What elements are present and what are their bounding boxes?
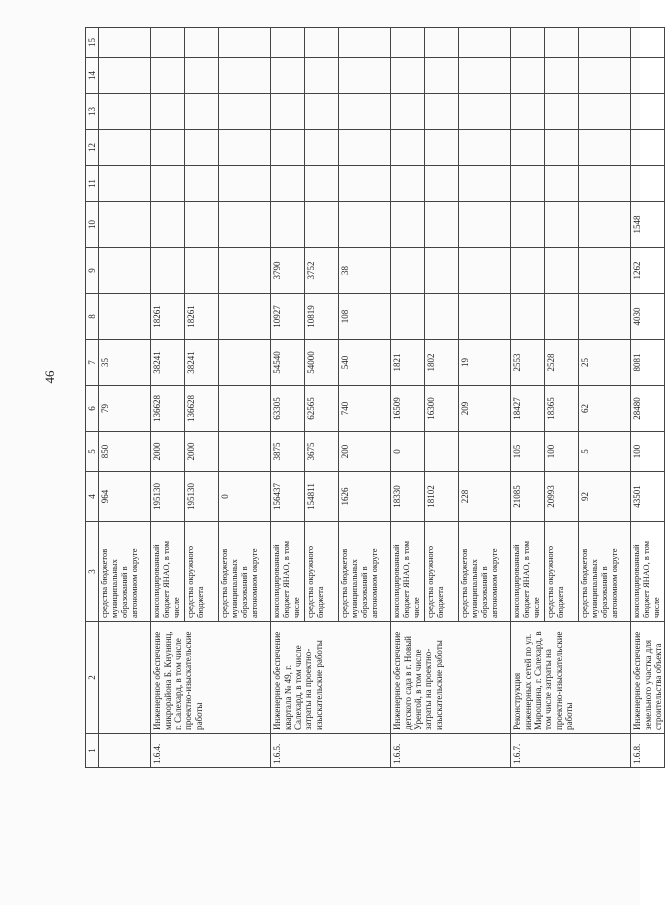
value-cell: 18427 xyxy=(511,386,545,432)
funding-source: средства окружного бюджета xyxy=(425,522,459,622)
funding-source: консолидированный бюджет ЯНАО, в том числе xyxy=(151,522,185,622)
value-cell xyxy=(185,94,219,130)
value-cell xyxy=(99,248,151,294)
value-cell xyxy=(391,94,425,130)
value-cell: 2000 xyxy=(185,432,219,472)
value-cell xyxy=(339,130,391,166)
value-cell: 38241 xyxy=(151,340,185,386)
value-cell xyxy=(511,202,545,248)
header-row xyxy=(86,28,99,768)
value-cell xyxy=(459,28,511,58)
value-cell xyxy=(459,130,511,166)
item-code: 1.6.4. xyxy=(151,734,271,768)
value-cell xyxy=(511,248,545,294)
value-cell: 3790 xyxy=(271,248,305,294)
table-row xyxy=(151,28,185,768)
value-cell xyxy=(151,94,185,130)
value-cell xyxy=(185,58,219,94)
budget-table xyxy=(85,27,665,768)
value-cell xyxy=(579,28,631,58)
value-cell: 195130 xyxy=(185,472,219,522)
value-cell: 19 xyxy=(459,340,511,386)
column-header: 12 xyxy=(86,130,99,166)
value-cell xyxy=(631,130,665,166)
value-cell: 1802 xyxy=(425,340,459,386)
funding-source: средства бюджетов муниципальных образований в автономном округе xyxy=(459,522,511,622)
value-cell: 154811 xyxy=(305,472,339,522)
value-cell: 200 xyxy=(339,432,391,472)
value-cell xyxy=(545,28,579,58)
value-cell xyxy=(511,94,545,130)
value-cell xyxy=(271,130,305,166)
value-cell xyxy=(511,166,545,202)
column-header: 3 xyxy=(86,522,99,622)
value-cell: 209 xyxy=(459,386,511,432)
value-cell xyxy=(579,94,631,130)
value-cell xyxy=(219,94,271,130)
value-cell: 10819 xyxy=(305,294,339,340)
value-cell: 540 xyxy=(339,340,391,386)
value-cell xyxy=(425,166,459,202)
value-cell xyxy=(391,202,425,248)
item-name xyxy=(99,622,151,734)
value-cell: 21085 xyxy=(511,472,545,522)
item-name: Инженерное обеспечение детского сада в г. Новый Уренгой, в том числе затраты на проектно-изыскательские работы xyxy=(391,622,511,734)
table-row xyxy=(391,28,425,768)
funding-source: средства бюджетов муниципальных образований в автономном округе xyxy=(339,522,391,622)
value-cell xyxy=(579,294,631,340)
funding-source: средства бюджетов муниципальных образований в автономном округе xyxy=(219,522,271,622)
table-row xyxy=(271,28,305,768)
value-cell: 1262 xyxy=(631,248,665,294)
value-cell xyxy=(339,94,391,130)
value-cell: 43501 xyxy=(631,472,665,522)
value-cell xyxy=(219,294,271,340)
value-cell: 3875 xyxy=(271,432,305,472)
column-header: 11 xyxy=(86,166,99,202)
funding-source: средства окружного бюджета xyxy=(185,522,219,622)
value-cell xyxy=(151,28,185,58)
value-cell xyxy=(511,28,545,58)
value-cell xyxy=(631,94,665,130)
value-cell xyxy=(219,248,271,294)
value-cell: 4030 xyxy=(631,294,665,340)
value-cell: 18365 xyxy=(545,386,579,432)
value-cell: 156437 xyxy=(271,472,305,522)
value-cell xyxy=(151,202,185,248)
value-cell xyxy=(185,130,219,166)
value-cell: 92 xyxy=(579,472,631,522)
value-cell xyxy=(305,130,339,166)
value-cell: 54540 xyxy=(271,340,305,386)
item-name: Инженерное обеспечение микрорайона Б. Кнунянц, г. Салехард, в том числе проектно-изыскательские работы xyxy=(151,622,271,734)
item-name: Инженерное обеспечение земельного участка для строительства объекта xyxy=(631,622,665,734)
value-cell xyxy=(271,202,305,248)
table-row xyxy=(631,28,665,768)
value-cell: 740 xyxy=(339,386,391,432)
value-cell: 54000 xyxy=(305,340,339,386)
column-header: 9 xyxy=(86,248,99,294)
value-cell xyxy=(425,294,459,340)
value-cell: 3752 xyxy=(305,248,339,294)
value-cell xyxy=(305,202,339,248)
value-cell xyxy=(339,58,391,94)
value-cell: 8081 xyxy=(631,340,665,386)
value-cell xyxy=(459,432,511,472)
value-cell xyxy=(271,28,305,58)
column-header: 5 xyxy=(86,432,99,472)
column-header: 1 xyxy=(86,734,99,768)
value-cell xyxy=(339,202,391,248)
value-cell xyxy=(391,28,425,58)
funding-source: средства окружного бюджета xyxy=(545,522,579,622)
value-cell xyxy=(99,166,151,202)
column-header: 4 xyxy=(86,472,99,522)
rotated-table-wrapper xyxy=(85,28,664,768)
value-cell: 25 xyxy=(579,340,631,386)
value-cell xyxy=(545,202,579,248)
value-cell xyxy=(631,28,665,58)
value-cell xyxy=(459,94,511,130)
value-cell: 0 xyxy=(219,472,271,522)
value-cell xyxy=(545,294,579,340)
value-cell xyxy=(99,294,151,340)
value-cell xyxy=(545,166,579,202)
value-cell xyxy=(425,202,459,248)
value-cell: 195130 xyxy=(151,472,185,522)
value-cell xyxy=(459,294,511,340)
value-cell: 18261 xyxy=(185,294,219,340)
value-cell xyxy=(579,58,631,94)
column-header: 10 xyxy=(86,202,99,248)
item-code: 1.6.8. xyxy=(631,734,665,768)
value-cell xyxy=(425,130,459,166)
funding-source: средства бюджетов муниципальных образований в автономном округе xyxy=(579,522,631,622)
item-code: 1.6.6. xyxy=(391,734,511,768)
value-cell xyxy=(391,294,425,340)
value-cell: 38 xyxy=(339,248,391,294)
value-cell xyxy=(219,28,271,58)
value-cell xyxy=(151,58,185,94)
value-cell: 38241 xyxy=(185,340,219,386)
column-header: 6 xyxy=(86,386,99,432)
value-cell: 20993 xyxy=(545,472,579,522)
value-cell: 2528 xyxy=(545,340,579,386)
value-cell xyxy=(99,58,151,94)
value-cell xyxy=(151,248,185,294)
value-cell xyxy=(511,58,545,94)
value-cell xyxy=(339,166,391,202)
value-cell xyxy=(459,166,511,202)
value-cell: 10927 xyxy=(271,294,305,340)
value-cell xyxy=(631,58,665,94)
value-cell: 62565 xyxy=(305,386,339,432)
item-code: 1.6.7. xyxy=(511,734,631,768)
value-cell: 850 xyxy=(99,432,151,472)
value-cell xyxy=(151,130,185,166)
column-header: 14 xyxy=(86,58,99,94)
value-cell xyxy=(459,58,511,94)
funding-source: средства бюджетов муниципальных образований в автономном округе xyxy=(99,522,151,622)
value-cell: 18330 xyxy=(391,472,425,522)
value-cell: 1821 xyxy=(391,340,425,386)
column-header: 13 xyxy=(86,94,99,130)
value-cell xyxy=(99,94,151,130)
table-row xyxy=(511,28,545,768)
funding-source: консолидированный бюджет ЯНАО, в том числе xyxy=(631,522,665,622)
value-cell: 1626 xyxy=(339,472,391,522)
value-cell xyxy=(185,202,219,248)
value-cell: 0 xyxy=(391,432,425,472)
item-code: 1.6.5. xyxy=(271,734,391,768)
value-cell xyxy=(305,58,339,94)
value-cell xyxy=(219,432,271,472)
value-cell xyxy=(185,28,219,58)
value-cell xyxy=(271,166,305,202)
value-cell xyxy=(185,248,219,294)
column-header: 7 xyxy=(86,340,99,386)
value-cell xyxy=(545,94,579,130)
value-cell xyxy=(425,58,459,94)
column-header: 8 xyxy=(86,294,99,340)
value-cell: 79 xyxy=(99,386,151,432)
funding-source: консолидированный бюджет ЯНАО, в том числе xyxy=(271,522,305,622)
value-cell xyxy=(185,166,219,202)
value-cell: 2000 xyxy=(151,432,185,472)
value-cell: 100 xyxy=(631,432,665,472)
value-cell xyxy=(271,58,305,94)
value-cell: 2553 xyxy=(511,340,545,386)
item-name: Инженерное обеспечение квартала № 49, г. Салехард, в том числе затраты на проектно-изыскательские работы xyxy=(271,622,391,734)
value-cell xyxy=(99,28,151,58)
value-cell xyxy=(459,248,511,294)
value-cell: 5 xyxy=(579,432,631,472)
value-cell xyxy=(271,94,305,130)
value-cell xyxy=(219,166,271,202)
value-cell: 136628 xyxy=(151,386,185,432)
value-cell: 16300 xyxy=(425,386,459,432)
item-code xyxy=(99,734,151,768)
funding-source: консолидированный бюджет ЯНАО, в том числе xyxy=(391,522,425,622)
value-cell xyxy=(391,166,425,202)
value-cell: 108 xyxy=(339,294,391,340)
value-cell xyxy=(579,130,631,166)
value-cell xyxy=(425,28,459,58)
value-cell: 100 xyxy=(545,432,579,472)
value-cell xyxy=(425,94,459,130)
value-cell xyxy=(305,94,339,130)
item-name: Реконструкция инженерных сетей по ул. Мирошина, г. Салехард, в том числе затраты на проектно-изыскательские работы xyxy=(511,622,631,734)
value-cell xyxy=(219,340,271,386)
value-cell xyxy=(219,386,271,432)
value-cell xyxy=(219,130,271,166)
value-cell xyxy=(305,166,339,202)
value-cell: 18102 xyxy=(425,472,459,522)
value-cell: 35 xyxy=(99,340,151,386)
value-cell: 62 xyxy=(579,386,631,432)
value-cell xyxy=(99,202,151,248)
value-cell xyxy=(219,58,271,94)
value-cell: 18261 xyxy=(151,294,185,340)
value-cell xyxy=(391,58,425,94)
value-cell: 228 xyxy=(459,472,511,522)
column-header: 2 xyxy=(86,622,99,734)
table-row xyxy=(99,28,151,768)
value-cell: 16509 xyxy=(391,386,425,432)
value-cell xyxy=(631,166,665,202)
value-cell xyxy=(545,130,579,166)
value-cell: 1548 xyxy=(631,202,665,248)
value-cell xyxy=(511,130,545,166)
value-cell xyxy=(391,130,425,166)
value-cell xyxy=(579,166,631,202)
value-cell xyxy=(545,58,579,94)
value-cell xyxy=(425,248,459,294)
value-cell: 63305 xyxy=(271,386,305,432)
value-cell: 136628 xyxy=(185,386,219,432)
value-cell xyxy=(391,248,425,294)
value-cell xyxy=(579,202,631,248)
value-cell: 28480 xyxy=(631,386,665,432)
value-cell xyxy=(339,28,391,58)
funding-source: консолидированный бюджет ЯНАО, в том числе xyxy=(511,522,545,622)
page-number: 46 xyxy=(42,370,57,384)
value-cell xyxy=(545,248,579,294)
value-cell xyxy=(219,202,271,248)
value-cell xyxy=(579,248,631,294)
value-cell: 964 xyxy=(99,472,151,522)
value-cell xyxy=(99,130,151,166)
value-cell xyxy=(305,28,339,58)
table-body xyxy=(99,28,665,768)
column-header: 15 xyxy=(86,28,99,58)
value-cell: 3675 xyxy=(305,432,339,472)
value-cell: 105 xyxy=(511,432,545,472)
value-cell xyxy=(425,432,459,472)
funding-source: средства окружного бюджета xyxy=(305,522,339,622)
value-cell xyxy=(151,166,185,202)
value-cell xyxy=(511,294,545,340)
value-cell xyxy=(459,202,511,248)
